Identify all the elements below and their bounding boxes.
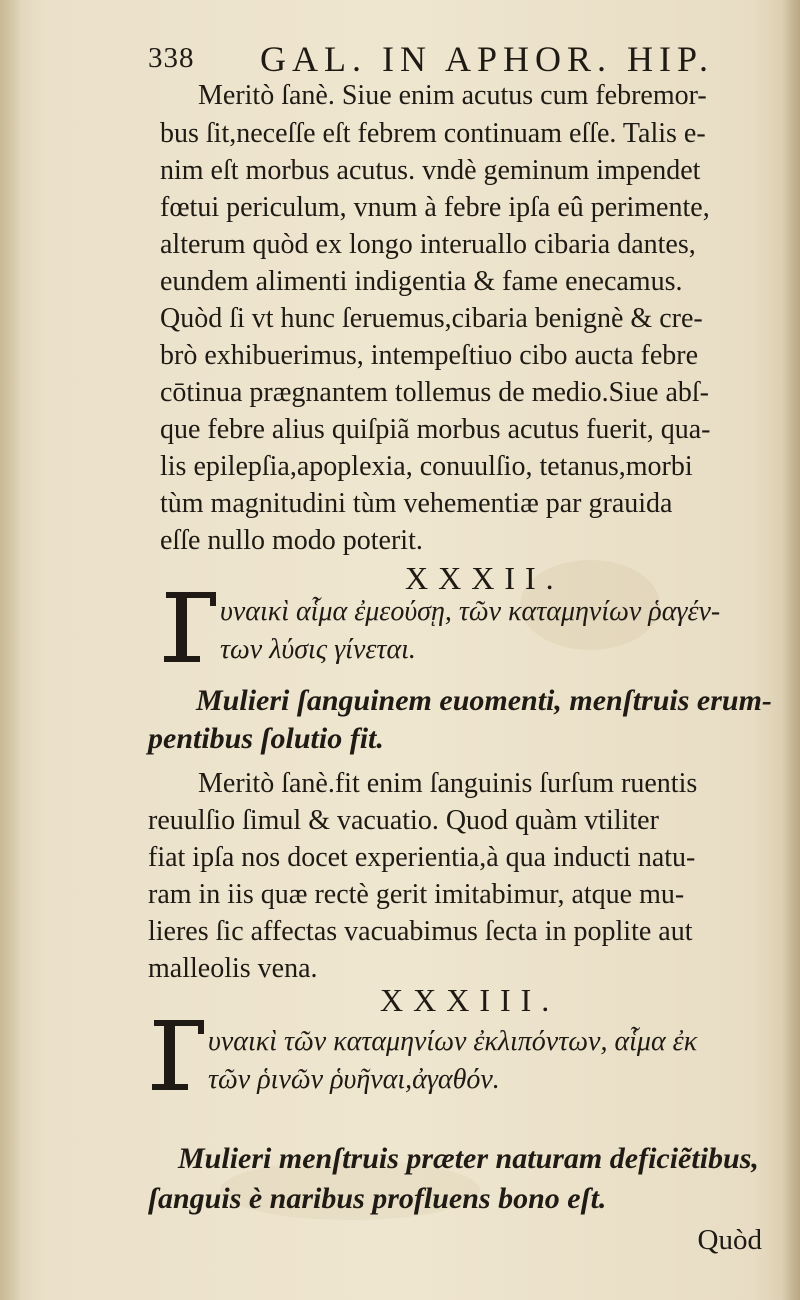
text-line: fiat ipſa nos docet experientia,à qua inducti natu-: [148, 842, 696, 873]
text-line: lis epilepſia,apoplexia, conuulſio, tetanus,morbi: [160, 451, 693, 482]
section-number: XXXII.: [405, 560, 564, 596]
drop-cap-gamma-icon: [160, 592, 216, 666]
text-line: bus ſit,neceſſe eſt febrem continuam eſſe. Talis e-: [160, 118, 706, 149]
text-line: malleolis vena.: [148, 953, 318, 984]
text-line: Meritò ſanè.fit enim ſanguinis ſurſum ruentis: [198, 768, 698, 799]
latin-aphorism-line: pentibus ſolutio fit.: [148, 722, 384, 755]
drop-cap-gamma-icon: [148, 1020, 204, 1094]
text-line: ram in iis quæ rectè gerit imitabimur, atque mu-: [148, 879, 685, 910]
page-number: 338: [148, 42, 195, 74]
latin-aphorism-line: Mulieri ſanguinem euomenti, menſtruis erum-: [196, 684, 772, 717]
text-line: eundem alimenti indigentia & fame enecamus.: [160, 266, 683, 297]
greek-aphorism: [148, 1020, 758, 1130]
page-header: [148, 30, 748, 79]
page-edge-shadow: [782, 0, 800, 1300]
text-line: Meritò ſanè. Siue enim acutus cum febremor-: [198, 80, 707, 111]
text-line: brò exhibuerimus, intempeſtiuo cibo aucta febre: [160, 340, 699, 371]
text-line: tùm magnitudini tùm vehementiæ par grauida: [160, 488, 673, 519]
text-line: cōtinua prægnantem tollemus de medio.Siue abſ-: [160, 377, 709, 408]
text-line: reuulſio ſimul & vacuatio. Quod quàm vtiliter: [148, 805, 659, 836]
latin-aphorism-line: Mulieri menſtruis præter naturam deficiẽtibus,: [178, 1142, 759, 1175]
running-title: GAL. IN APHOR. HIP.: [260, 39, 715, 79]
catchword: Quòd: [697, 1224, 762, 1256]
text-line: eſſe nullo modo poterit.: [160, 525, 423, 556]
text-line: que febre alius quiſpiã morbus acutus fuerit, qua-: [160, 414, 711, 445]
greek-line: υναικὶ αἷμα ἐμεούσῃ, τῶν καταμηνίων ῥαγέν-: [220, 596, 721, 627]
greek-line: τῶν ῥινῶν ῥυῆναι,ἀγαθόν.: [208, 1064, 500, 1095]
text-line: lieres ſic affectas vacuabimus ſecta in poplite aut: [148, 916, 693, 947]
text-line: Quòd ſi vt hunc ſeruemus,cibaria benignè & cre-: [160, 303, 703, 334]
greek-line: υναικὶ τῶν καταμηνίων ἐκλιπόντων, αἷμα ἐκ: [208, 1026, 698, 1057]
page-gutter-shadow: [0, 0, 22, 1300]
text-line: fœtui periculum, vnum à febre ipſa eû perimente,: [160, 192, 710, 223]
section-number: XXXIII.: [380, 982, 560, 1018]
text-line: nim eſt morbus acutus. vndè geminum impendet: [160, 155, 701, 186]
text-line: alterum quòd ex longo interuallo cibaria dantes,: [160, 229, 696, 260]
greek-line: των λύσις γίνεται.: [220, 634, 416, 665]
latin-aphorism-line: ſanguis è naribus profluens bono eſt.: [148, 1182, 607, 1215]
